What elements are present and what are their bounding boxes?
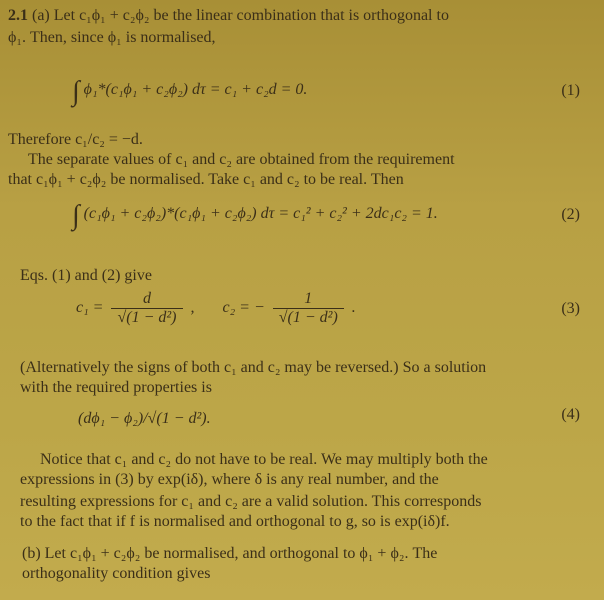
eq3-c1-numerator: d — [111, 290, 182, 309]
eq3-c2-label: c₂ = − — [222, 299, 265, 317]
eq3-c1-fraction — [111, 290, 182, 327]
eqs-give-line: Eqs. (1) and (2) give — [20, 267, 152, 284]
equation-3-number: (3) — [561, 300, 580, 317]
part-b-line-1: (b) Let c₁ϕ₁ + c₂ϕ₂ be normalised, and orthogonal to ϕ₁ + ϕ₂. The — [22, 545, 438, 562]
equation-4: (dϕ₁ − ϕ₂)/√(1 − d²). — [78, 410, 211, 427]
integral-symbol: ∫ — [72, 200, 80, 231]
equation-1-number: (1) — [561, 82, 580, 99]
equation-2-body: (c₁ϕ₁ + c₂ϕ₂)*(c₁ϕ₁ + c₂ϕ₂) dτ = c₁² + c₂² + 2dc₁c₂ = 1. — [83, 205, 438, 222]
equation-4-number: (4) — [561, 406, 580, 423]
eq3-c1-label: c₁ = — [76, 299, 104, 317]
part-a-intro-2: ϕ₁. Then, since ϕ₁ is normalised, — [8, 29, 216, 46]
eq3-c2-numerator: 1 — [273, 290, 344, 309]
equation-1-body: ϕ₁*(c₁ϕ₁ + c₂ϕ₂) dτ = c₁ + c₂d = 0. — [83, 81, 308, 98]
alternative-line-2: with the required properties is — [20, 379, 212, 396]
equation-2 — [72, 200, 438, 232]
para2-line-2: that c₁ϕ₁ + c₂ϕ₂ be normalised. Take c₁ and c₂ to be real. Then — [8, 171, 404, 188]
notice-line-1: Notice that c₁ and c₂ do not have to be real. We may multiply both the — [40, 451, 488, 468]
part-a-intro-1: (a) Let c₁ϕ₁ + c₂ϕ₂ be the linear combination that is orthogonal to — [32, 7, 449, 24]
notice-line-4: to the fact that if f is normalised and orthogonal to g, so is exp(iδ)f. — [20, 513, 450, 530]
eq3-separator: , — [190, 299, 195, 317]
equation-1 — [72, 76, 307, 108]
eq3-end: . — [351, 299, 356, 317]
notice-line-3: resulting expressions for c₁ and c₂ are a valid solution. This corresponds — [20, 493, 482, 510]
notice-line-2: expressions in (3) by exp(iδ), where δ is any real number, and the — [20, 471, 439, 488]
section-number: 2.1 — [8, 7, 28, 24]
equation-3 — [76, 290, 356, 327]
para2-line-1: The separate values of c₁ and c₂ are obtained from the requirement — [28, 151, 455, 168]
eq3-c2-denominator: √(1 − d²) — [278, 309, 338, 326]
therefore-line: Therefore c₁/c₂ = −d. — [8, 131, 143, 148]
eq3-c2-fraction — [273, 290, 344, 327]
integral-symbol: ∫ — [72, 76, 80, 107]
eq3-c1-denominator: √(1 − d²) — [117, 309, 177, 326]
part-a-line-1 — [8, 6, 449, 26]
alternative-line-1: (Alternatively the signs of both c₁ and c₂ may be reversed.) So a solution — [20, 359, 487, 376]
equation-2-number: (2) — [561, 206, 580, 223]
part-b-line-2: orthogonality condition gives — [22, 565, 211, 582]
